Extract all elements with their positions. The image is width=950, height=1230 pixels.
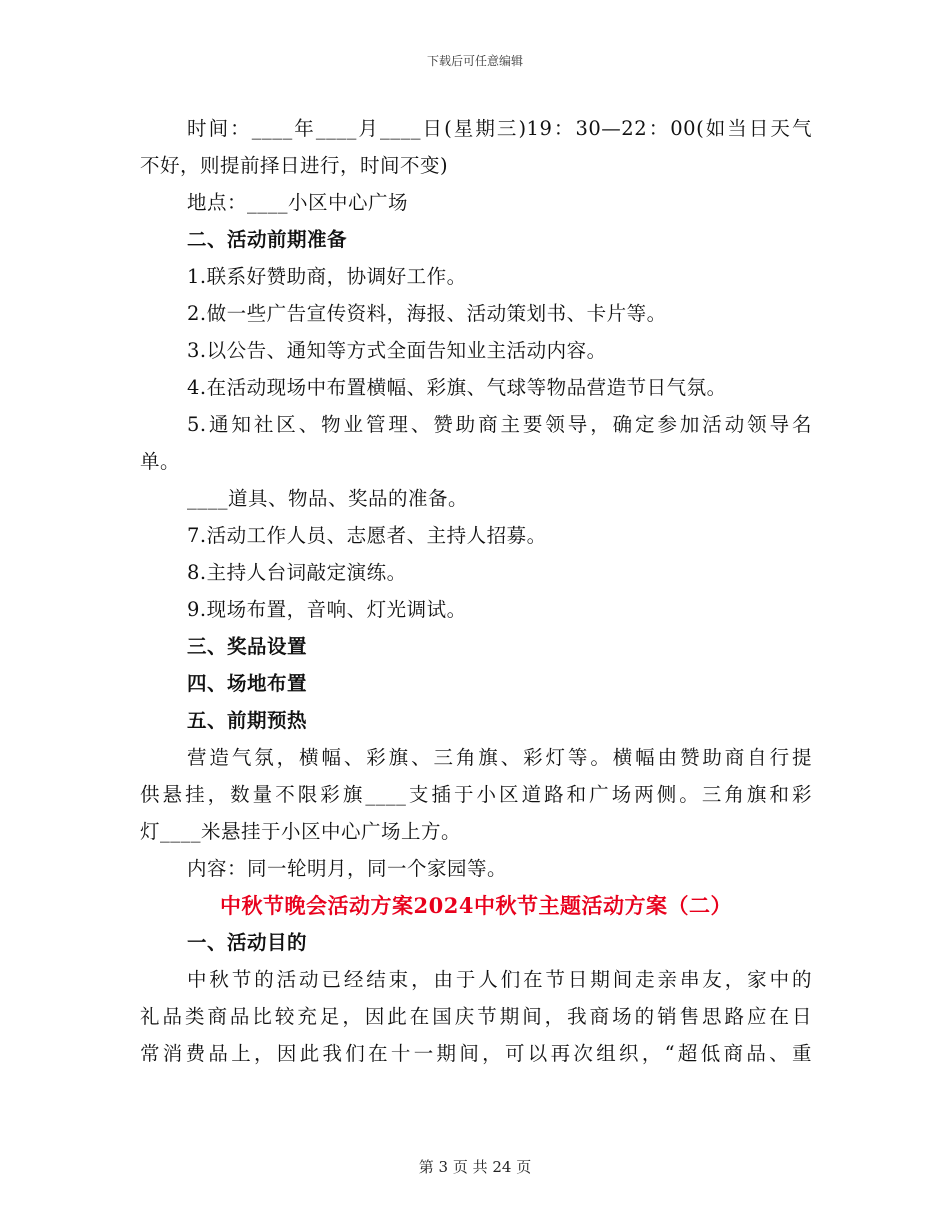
list-item: 3.以公告、通知等方式全面告知业主活动内容。	[187, 339, 607, 362]
list-item: 8.主持人台词敲定演练。	[187, 561, 407, 584]
list-item: 5.通知社区、物业管理、赞助商主要领导，确定参加活动领导名	[187, 413, 812, 436]
section-heading-prizes: 三、奖品设置	[187, 635, 308, 658]
list-item: 9.现场布置，音响、灯光调试。	[187, 598, 467, 621]
paragraph-line: 内容：同一轮明月，同一个家园等。	[187, 857, 508, 880]
section-heading-preparation: 二、活动前期准备	[187, 228, 348, 251]
paragraph-line: 营造气氛，横幅、彩旗、三角旗、彩灯等。横幅由赞助商自行提	[187, 746, 812, 769]
list-item: 2.做一些广告宣传资料，海报、活动策划书、卡片等。	[187, 302, 667, 325]
list-item: 7.活动工作人员、志愿者、主持人招募。	[187, 524, 547, 547]
page-header: 下载后可任意编辑	[426, 54, 523, 68]
paragraph-line: 供悬挂，数量不限彩旗____支插于小区道路和广场两侧。三角旗和彩	[140, 783, 812, 806]
list-item: 1.联系好赞助商，协调好工作。	[187, 265, 467, 288]
list-item-continued: 单。	[140, 450, 181, 473]
list-item: ____道具、物品、奖品的准备。	[187, 487, 469, 510]
paragraph-line: 灯____米悬挂于小区中心广场上方。	[140, 820, 462, 843]
document-title: 中秋节晚会活动方案2024中秋节主题活动方案（二）	[220, 893, 732, 918]
list-item: 4.在活动现场中布置横幅、彩旗、气球等物品营造节日气氛。	[187, 376, 727, 399]
paragraph-line: 中秋节的活动已经结束，由于人们在节日期间走亲串友，家中的	[187, 968, 812, 991]
page-footer: 第 3 页 共 24 页	[418, 1158, 532, 1176]
section-heading-warmup: 五、前期预热	[187, 709, 308, 732]
time-line-continued: 不好，则提前择日进行，时间不变)	[140, 154, 449, 177]
paragraph-line: 常消费品上，因此我们在十一期间，可以再次组织，“超低商品、重	[140, 1042, 812, 1065]
section-heading-purpose: 一、活动目的	[187, 931, 308, 954]
document-body	[140, 110, 812, 1072]
time-line: 时间：____年____月____日(星期三)19：30—22：00(如当日天气	[187, 117, 812, 140]
paragraph-line: 礼品类商品比较充足，因此在国庆节期间，我商场的销售思路应在日	[140, 1005, 812, 1028]
section-heading-venue: 四、场地布置	[187, 672, 308, 695]
location-line: 地点：____小区中心广场	[187, 191, 409, 214]
